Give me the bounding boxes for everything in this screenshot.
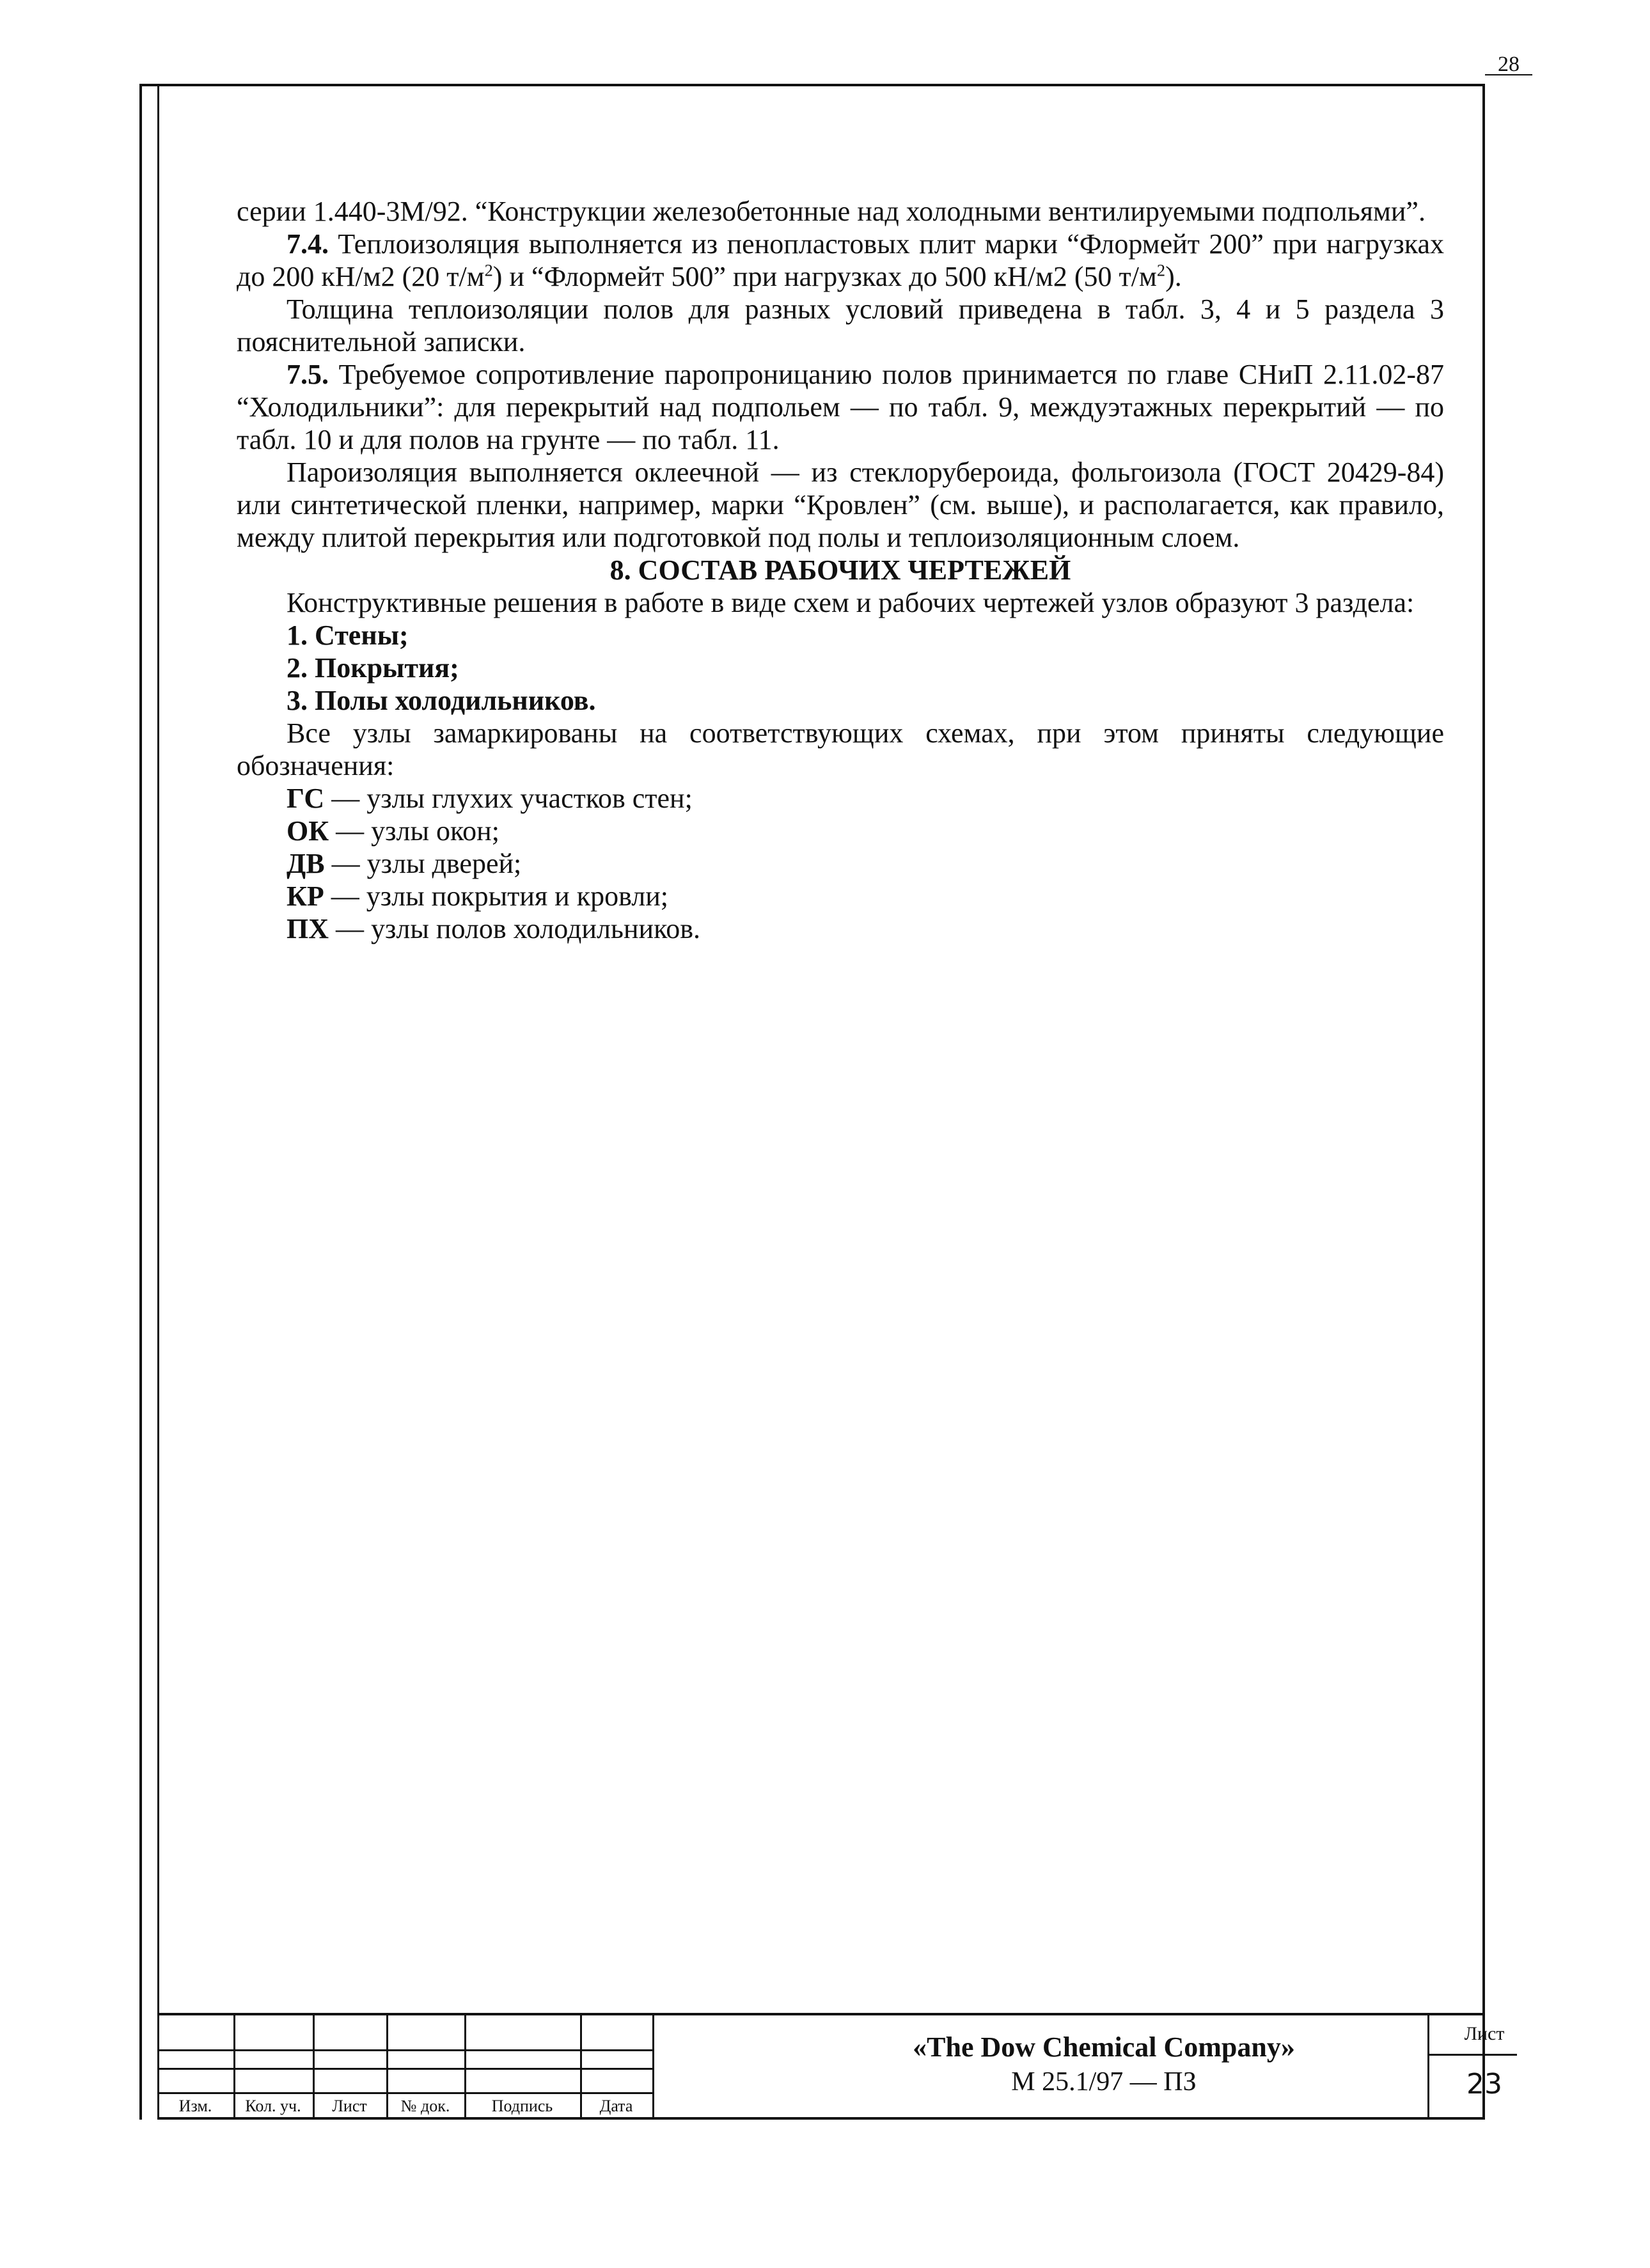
superscript: 2 bbox=[484, 260, 493, 280]
frame-inner-line bbox=[157, 84, 159, 2120]
document-body bbox=[237, 195, 1444, 945]
sheet-number: 23 bbox=[1466, 2068, 1502, 2100]
section-heading: 8. СОСТАВ РАБОЧИХ ЧЕРТЕЖЕЙ bbox=[609, 554, 1071, 586]
clause-text: Теплоизоляция выполняется из пенопластовых плит марки “Флормейт 200” при нагрузках до 200 кН/м2 (20 т/м bbox=[237, 228, 1444, 292]
section-intro: Конструктивные решения в работе в виде схем и рабочих чертежей узлов образуют 3 раздела: bbox=[287, 587, 1415, 618]
clause-text-c: ). bbox=[1165, 261, 1182, 292]
stamp-header-count: Кол. уч. bbox=[245, 2097, 301, 2115]
title-block bbox=[157, 2013, 1505, 2120]
clause-text-b: ) и “Флормейт 500” при нагрузках до 500 кН/м2 (50 т/м bbox=[492, 261, 1157, 292]
stamp-header-signature: Подпись bbox=[491, 2097, 553, 2115]
marking-item: ПХ — узлы полов холодильников. bbox=[287, 913, 701, 944]
marking-code: ДВ bbox=[287, 848, 325, 879]
clause-number: 7.5. bbox=[287, 359, 329, 390]
stamp-header-change: Изм. bbox=[178, 2097, 212, 2115]
page-number: 28 bbox=[1498, 52, 1520, 76]
sheet-label: Лист bbox=[1464, 2023, 1505, 2044]
paragraph-7-5 bbox=[237, 358, 1444, 456]
marking-code: КР bbox=[287, 880, 324, 912]
paragraph-series: серии 1.440-3М/92. “Конструкции железобетонные над холодными вентилируемыми подпольями”. bbox=[237, 196, 1426, 227]
company-name: «The Dow Chemical Company» bbox=[913, 2031, 1295, 2063]
marking-item: КР — узлы покрытия и кровли; bbox=[287, 880, 669, 912]
marking-code: ОК bbox=[287, 815, 329, 847]
marking-item: ОК — узлы окон; bbox=[287, 815, 499, 847]
superscript: 2 bbox=[1156, 260, 1166, 280]
marking-code: ПХ bbox=[287, 913, 329, 944]
section-item: 1. Стены; bbox=[287, 620, 409, 651]
document-code: М 25.1/97 — ПЗ bbox=[1011, 2067, 1197, 2097]
stamp-header-sheet: Лист bbox=[332, 2097, 367, 2115]
paragraph-thickness: Толщина теплоизоляции полов для разных условий приведена в табл. 3, 4 и 5 раздела 3 пояснительной записки. bbox=[237, 293, 1444, 357]
stamp-header-date: Дата bbox=[599, 2097, 633, 2115]
clause-number: 7.4. bbox=[287, 228, 329, 260]
marking-item: ГС — узлы глухих участков стен; bbox=[287, 783, 693, 814]
marking-item: ДВ — узлы дверей; bbox=[287, 848, 522, 879]
paragraph-7-4 bbox=[237, 228, 1444, 293]
paragraph-vapor-barrier: Пароизоляция выполняется оклеечной — из стеклорубероида, фольгоизола (ГОСТ 20429-84) или синтетической пленки, например, марки “Кровлен” (см. выше), и располагается, как правило, между плитой перекрытия или подготовкой под полы и теплоизоляционным слоем. bbox=[237, 457, 1444, 553]
stamp-header-doc: № док. bbox=[400, 2097, 450, 2115]
marking-intro: Все узлы замаркированы на соответствующих схемах, при этом приняты следующие обозначения: bbox=[237, 717, 1444, 781]
clause-text: Требуемое сопротивление паропроницанию полов принимается по главе СНиП 2.11.02-87 “Холодильники”: для перекрытий над подпольем — по табл. 9, междуэтажных перекрытий — по табл. 10 и для полов на грунте — по табл. 11. bbox=[237, 359, 1444, 455]
revision-grid bbox=[157, 2015, 652, 2120]
section-item: 3. Полы холодильников. bbox=[287, 685, 596, 716]
section-item: 2. Покрытия; bbox=[287, 652, 459, 684]
marking-code: ГС bbox=[287, 783, 325, 814]
